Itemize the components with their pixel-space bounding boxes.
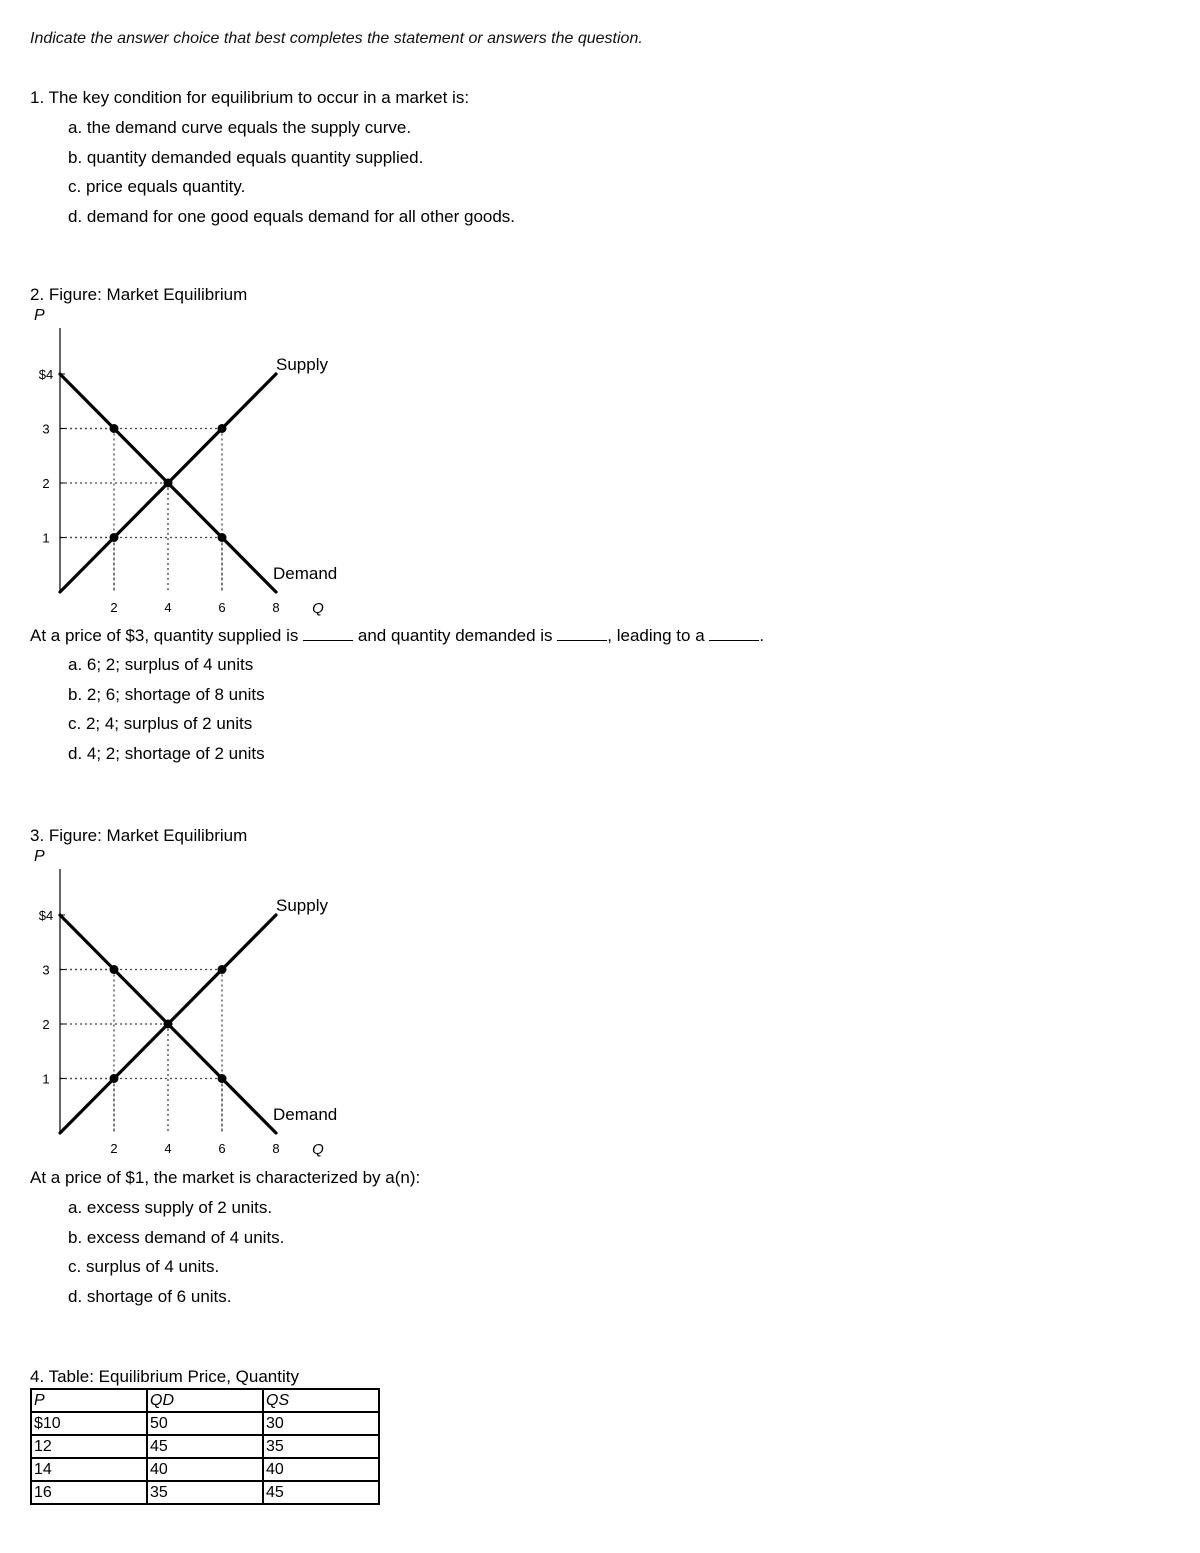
data-point bbox=[164, 479, 173, 488]
header-qd: QD bbox=[147, 1389, 263, 1412]
x-tick-label: 6 bbox=[218, 1141, 226, 1156]
cell-qs: 40 bbox=[263, 1458, 379, 1481]
x-tick-label: 8 bbox=[272, 600, 280, 615]
y-tick-label: 3 bbox=[42, 962, 50, 978]
question-1-options bbox=[68, 113, 515, 231]
table-title: 4. Table: Equilibrium Price, Quantity bbox=[30, 1367, 299, 1386]
figure-title: 3. Figure: Market Equilibrium bbox=[30, 826, 248, 845]
question-1 bbox=[30, 87, 515, 231]
y-tick-label: 1 bbox=[42, 1071, 50, 1087]
market-equilibrium-graph bbox=[30, 847, 370, 1158]
stem-part-3: , leading to a bbox=[607, 626, 705, 645]
cell-qs: 45 bbox=[263, 1481, 379, 1504]
equilibrium-table bbox=[30, 1388, 380, 1505]
question-2-answers bbox=[30, 650, 265, 768]
option-a[interactable]: a. 6; 2; surplus of 4 units bbox=[68, 655, 254, 674]
question-2 bbox=[30, 284, 370, 617]
data-point bbox=[218, 424, 227, 433]
data-point bbox=[218, 965, 227, 974]
question-4 bbox=[30, 1366, 380, 1505]
supply-label: Supply bbox=[276, 896, 328, 915]
x-tick-label: 8 bbox=[272, 1141, 280, 1156]
cell-p: 16 bbox=[31, 1481, 147, 1504]
stem-part-1: At a price of $3, quantity supplied is bbox=[30, 626, 299, 645]
y-tick-label: $4 bbox=[38, 908, 54, 923]
y-tick-label: 1 bbox=[42, 530, 50, 546]
cell-p: 12 bbox=[31, 1435, 147, 1458]
question-1-text: 1. The key condition for equilibrium to occur in a market is: bbox=[30, 88, 470, 107]
cell-qs: 30 bbox=[263, 1412, 379, 1435]
data-point bbox=[110, 424, 119, 433]
option-c[interactable]: c. surplus of 4 units. bbox=[68, 1257, 220, 1276]
table-row bbox=[31, 1435, 379, 1458]
option-d[interactable]: d. shortage of 6 units. bbox=[68, 1286, 232, 1306]
demand-label: Demand bbox=[273, 1105, 338, 1124]
cell-qs: 35 bbox=[263, 1435, 379, 1458]
market-equilibrium-graph bbox=[30, 306, 370, 617]
data-point bbox=[218, 1074, 227, 1083]
table-row bbox=[31, 1481, 379, 1504]
x-axis-label: Q bbox=[312, 600, 324, 617]
x-tick-label: 2 bbox=[110, 600, 118, 615]
question-3-stem: At a price of $1, the market is characterized by a(n): bbox=[30, 1168, 421, 1187]
question-3-options bbox=[68, 1193, 420, 1311]
option-a[interactable]: a. the demand curve equals the supply curve. bbox=[68, 118, 412, 137]
y-tick-label: 2 bbox=[42, 1017, 50, 1032]
option-c[interactable]: c. 2; 4; surplus of 2 units bbox=[68, 714, 253, 733]
cell-p: $10 bbox=[31, 1412, 147, 1435]
question-3-answers bbox=[30, 1167, 420, 1311]
data-point bbox=[110, 1074, 119, 1083]
option-b[interactable]: b. quantity demanded equals quantity supplied. bbox=[68, 147, 424, 167]
cell-qd: 35 bbox=[147, 1481, 263, 1504]
y-axis-label: P bbox=[34, 848, 45, 865]
stem-end: . bbox=[759, 626, 765, 645]
data-point bbox=[164, 1020, 173, 1029]
cell-qd: 45 bbox=[147, 1435, 263, 1458]
option-d[interactable]: d. 4; 2; shortage of 2 units bbox=[68, 743, 265, 763]
data-point bbox=[218, 533, 227, 542]
supply-label: Supply bbox=[276, 355, 328, 374]
y-tick-label: 2 bbox=[42, 476, 50, 491]
option-b[interactable]: b. 2; 6; shortage of 8 units bbox=[68, 684, 265, 704]
table-row bbox=[31, 1458, 379, 1481]
stem-part-2: and quantity demanded is bbox=[357, 626, 553, 645]
y-axis-label: P bbox=[34, 307, 45, 324]
y-tick-label: $4 bbox=[38, 367, 54, 382]
header-qs: QS bbox=[263, 1389, 379, 1412]
data-point bbox=[110, 965, 119, 974]
cell-qd: 40 bbox=[147, 1458, 263, 1481]
data-point bbox=[110, 533, 119, 542]
option-d[interactable]: d. demand for one good equals demand for all other goods. bbox=[68, 206, 516, 226]
table-header-row bbox=[31, 1389, 379, 1412]
figure-title: 2. Figure: Market Equilibrium bbox=[30, 285, 248, 304]
cell-qd: 50 bbox=[147, 1412, 263, 1435]
question-2-stem bbox=[30, 626, 764, 646]
question-3 bbox=[30, 825, 370, 1158]
x-tick-label: 4 bbox=[164, 600, 172, 615]
blank-3 bbox=[709, 639, 759, 641]
x-tick-label: 4 bbox=[164, 1141, 172, 1156]
y-tick-label: 3 bbox=[42, 421, 50, 437]
option-c[interactable]: c. price equals quantity. bbox=[68, 177, 246, 196]
option-b[interactable]: b. excess demand of 4 units. bbox=[68, 1227, 285, 1247]
blank-1 bbox=[303, 639, 353, 641]
demand-label: Demand bbox=[273, 564, 338, 583]
table-row bbox=[31, 1412, 379, 1435]
instructions: Indicate the answer choice that best completes the statement or answers the question. bbox=[30, 30, 643, 47]
x-tick-label: 6 bbox=[218, 600, 226, 615]
x-axis-label: Q bbox=[312, 1141, 324, 1158]
option-a[interactable]: a. excess supply of 2 units. bbox=[68, 1198, 273, 1217]
blank-2 bbox=[557, 639, 607, 641]
header-p: P bbox=[31, 1389, 147, 1412]
x-tick-label: 2 bbox=[110, 1141, 118, 1156]
question-2-options bbox=[68, 650, 265, 768]
cell-p: 14 bbox=[31, 1458, 147, 1481]
